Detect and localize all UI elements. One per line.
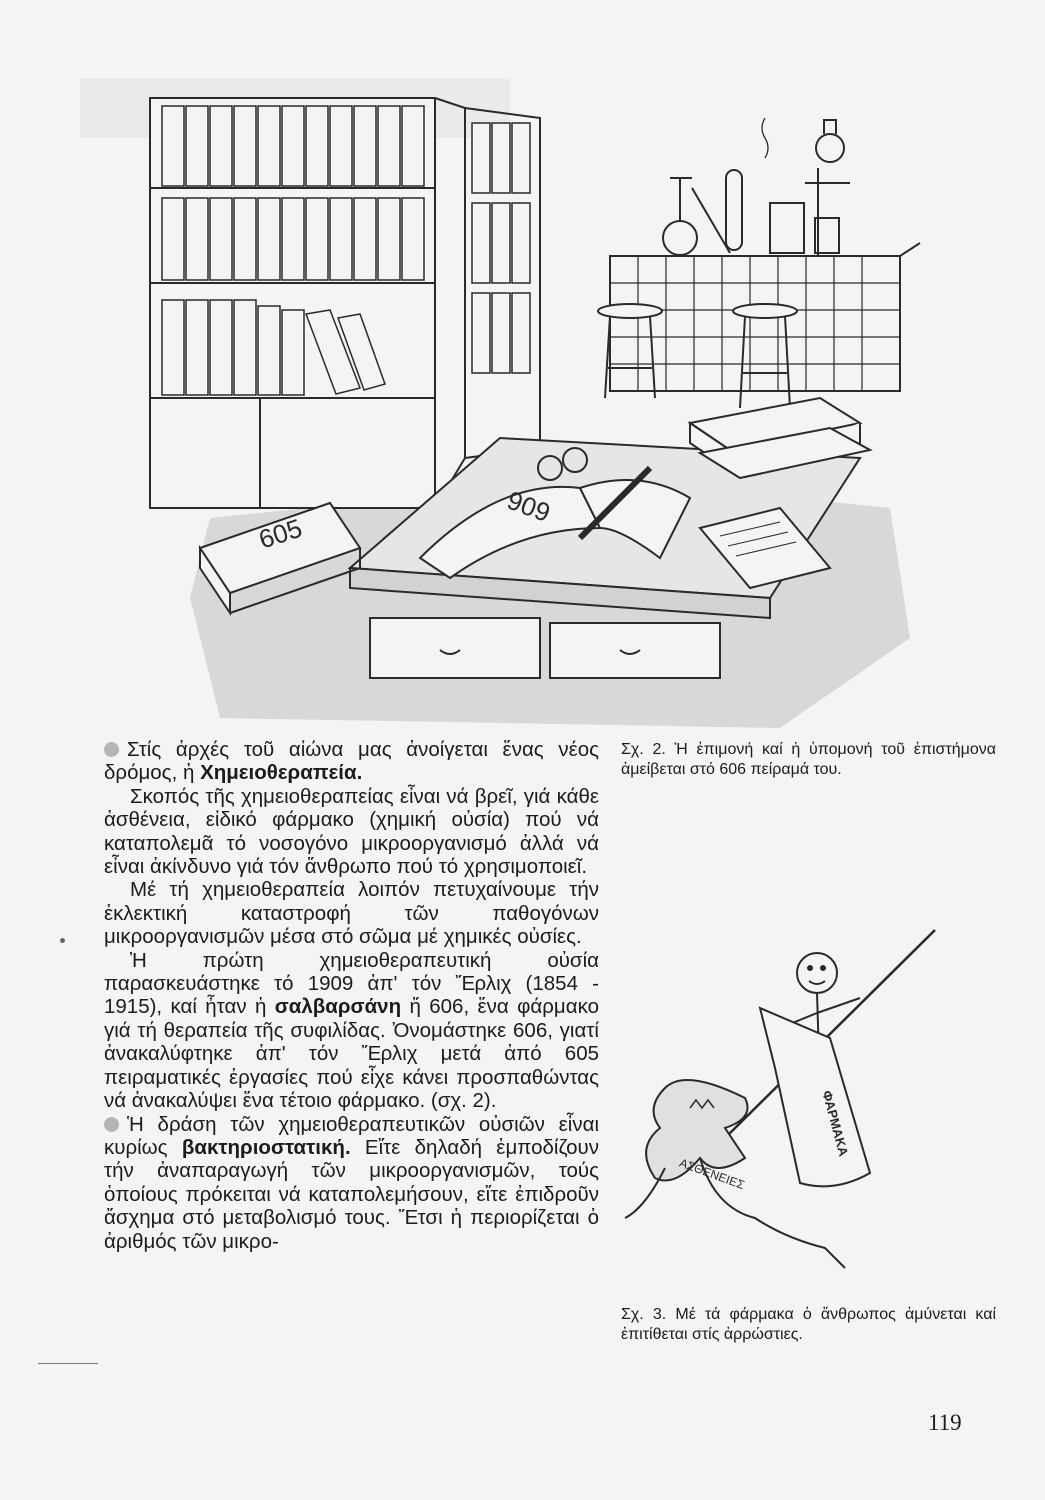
margin-mark	[60, 938, 65, 943]
glassware	[663, 118, 850, 256]
margin-line	[38, 1363, 98, 1364]
p5-start: Ἡ δράση τῶν χημειοθεραπευτικῶν οὐσιῶν εἶναι κυρίως	[104, 1112, 599, 1159]
figure-2-illustration	[80, 78, 970, 738]
bullet-icon	[104, 1117, 119, 1132]
p5-bold: βακτηριοστατική.	[181, 1135, 351, 1159]
book-605-label: 605	[255, 512, 306, 555]
page-number: 119	[928, 1410, 962, 1435]
p1-lead: Στίς ἀρχές τοῦ αἰώνα μας ἀνοίγεται ἕνας νέος δρόμος, ἡ	[104, 738, 599, 785]
figure-3-illustration	[605, 918, 965, 1298]
book-606-label: 606	[503, 484, 555, 528]
main-text	[104, 738, 599, 1253]
paragraph-3: Μέ τή χημειοθεραπεία λοιπόν πετυχαίνουμε τήν ἐκλεκτική καταστροφή τῶν παθογόνων μικροοργανισμῶν μέσα στό σῶμα μέ χημικές οὐσίες.	[104, 878, 599, 949]
monster-label: ΑΣΘΕΝΕΙΕΣ	[677, 1155, 747, 1193]
p1-bold: Χημειοθεραπεία.	[200, 761, 363, 785]
p5-end: Εἴτε δηλαδή ἐμποδίζουν τήν ἀναπαραγωγή τῶν μικροοργανισμῶν, τούς ὁποίους πρόκειται νά καταπολεμήσουν, εἴτε ἐπιδροῦν ἄσχημα στό μεταβολισμό τους. Ἔτσι ἡ περιορίζεται ὁ ἀριθμός τῶν μικρο-	[104, 1135, 599, 1253]
paragraph-5	[104, 1113, 599, 1253]
p4-end: ἤ 606, ἕνα φάρμακο γιά τή θεραπεία τῆς συφιλίδας. Ὀνομάστηκε 606, γιατί ἀνακαλύφτηκε ἀπ' τόν Ἔρλιχ μετά ἀπό 605 πειραματικές ἐργασίες πού εἶχε κάνει προσπαθώντας νά ἀνακαλύψει ἕνα τέτοιο φάρμακο. (σχ. 2).	[104, 995, 599, 1113]
figure-3-caption: Σχ. 3. Μέ τά φάρμακα ὁ ἄνθρωπος ἀμύνεται καί ἐπιτίθεται στίς ἀρρώστιες.	[621, 1306, 996, 1343]
pharmaka-flag	[760, 1008, 870, 1186]
paragraph-2: Σκοπός τῆς χημειοθεραπείας εἶναι νά βρεῖ, γιά κάθε ἀσθένεια, εἰδικό φάρμακο (χημική οὐσία) πού νά καταπολεμᾶ τό νοσογόνο μικροοργανισμό ἀλλά νά εἶναι ἀκίνδυνο γιά τόν ἄνθρωπο πού τό χρησιμοποιεῖ.	[104, 784, 599, 879]
paragraph-1	[104, 738, 599, 785]
figure-2-caption: Σχ. 2. Ἡ ἐπιμονή καί ἡ ὑπομονή τοῦ ἐπιστήμονα ἀμείβεται στό 606 πείραμά του.	[621, 741, 996, 778]
flag-label: ΦΑΡΜΑΚΑ	[819, 1088, 852, 1158]
bookcase	[150, 98, 540, 508]
bullet-icon	[104, 742, 119, 757]
paragraph-4	[104, 949, 599, 1113]
p4-bold: σαλβαρσάνη	[274, 995, 402, 1019]
p4-start: Ἡ πρώτη χημειοθεραπευτική οὐσία παρασκευάστηκε τό 1909 ἀπ' τόν Ἔρλιχ (1854 - 1915), καί ἦταν ἡ	[104, 948, 599, 1019]
